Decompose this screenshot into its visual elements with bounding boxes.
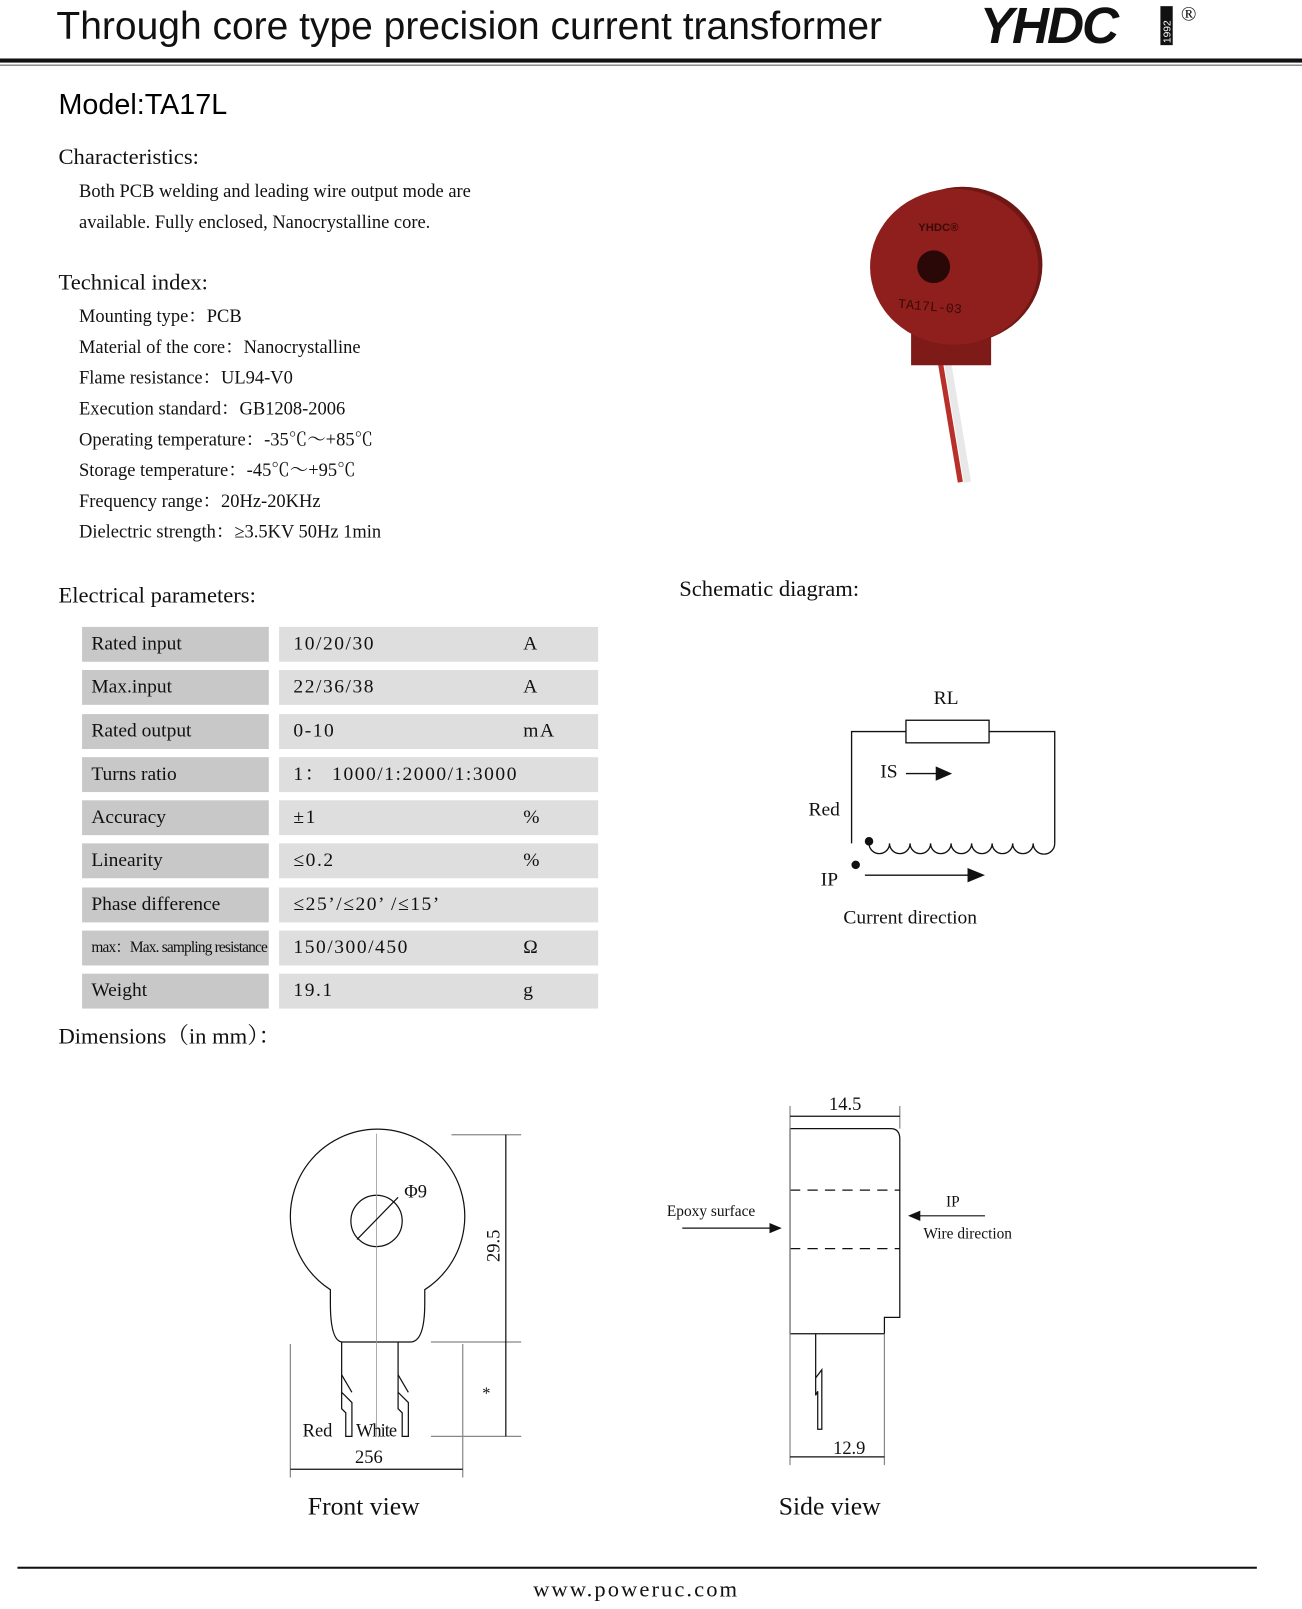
param-label: Weight	[82, 974, 269, 1009]
table-row	[82, 714, 598, 749]
svg-text:29.5: 29.5	[483, 1229, 504, 1262]
svg-text:Φ9: Φ9	[404, 1181, 427, 1202]
svg-text:White: White	[356, 1420, 396, 1441]
technical-item: Storage temperature：-45℃～+95℃	[79, 459, 356, 481]
table-row	[82, 627, 598, 662]
svg-text:*: *	[482, 1383, 491, 1403]
document-title: Through core type precision current transformer	[56, 5, 883, 49]
param-value-cell	[279, 887, 598, 922]
electrical-heading: Electrical parameters:	[58, 581, 256, 608]
side-view-drawing	[657, 1088, 1047, 1478]
param-value-cell	[279, 844, 598, 879]
param-value: ≤0.2	[293, 850, 335, 872]
footer-url[interactable]: www.poweruc.com	[533, 1575, 740, 1602]
table-row	[82, 800, 598, 835]
param-unit: Ω	[523, 936, 540, 959]
front-view-caption: Front view	[307, 1492, 420, 1521]
technical-item: Flame resistance：UL94-V0	[79, 367, 293, 388]
param-value: 0-10	[293, 719, 336, 742]
header-rule-thin	[0, 65, 1302, 66]
param-unit: %	[523, 850, 542, 872]
param-label: Linearity	[82, 844, 269, 879]
table-row	[82, 844, 598, 879]
dimensions-heading: Dimensions（in mm）：	[58, 1022, 282, 1049]
param-value: 150/300/450	[293, 936, 409, 959]
technical-item: Material of the core：Nanocrystalline	[79, 336, 361, 358]
param-label: Phase difference	[82, 887, 269, 922]
param-value: ≤25’/≤20’ /≤15’	[293, 893, 441, 915]
param-value-cell	[279, 757, 598, 792]
param-value: 22/36/38	[293, 676, 376, 698]
resistor-icon	[906, 720, 989, 743]
param-value-cell	[279, 800, 598, 835]
param-unit: mA	[523, 719, 556, 742]
svg-text:YHDC®: YHDC®	[918, 221, 959, 234]
table-row	[82, 670, 598, 705]
schematic-diagram	[790, 677, 1098, 944]
rl-label: RL	[933, 687, 959, 709]
svg-text:IP: IP	[945, 1193, 960, 1211]
param-value: 10/20/30	[293, 633, 376, 655]
header-rule	[0, 58, 1302, 62]
table-row	[82, 757, 598, 792]
characteristics-line: Both PCB welding and leading wire output mode are	[79, 180, 471, 202]
svg-text:256: 256	[354, 1447, 383, 1468]
table-row	[82, 887, 598, 922]
front-view-drawing	[277, 1123, 544, 1533]
svg-text:TA17L-03: TA17L-03	[897, 297, 963, 319]
param-label: max：Max. sampling resistance	[82, 931, 269, 966]
red-label: Red	[808, 799, 840, 821]
yhdc-logo	[980, 0, 1216, 51]
param-value: ±1	[293, 806, 317, 829]
electrical-table	[82, 627, 598, 1018]
technical-item: Execution standard：GB1208-2006	[79, 398, 346, 419]
footer-rule	[17, 1567, 1256, 1569]
svg-text:®: ®	[1180, 3, 1197, 26]
param-value-cell	[279, 974, 598, 1009]
svg-text:14.5: 14.5	[829, 1094, 862, 1115]
param-value: 19.1	[293, 980, 334, 1002]
param-value-cell	[279, 714, 598, 749]
characteristics-line: available. Fully enclosed, Nanocrystalline core.	[79, 211, 431, 232]
param-unit: A	[523, 676, 539, 698]
param-value: 1： 1000/1:2000/1:3000	[293, 763, 519, 785]
characteristics-text	[79, 175, 471, 237]
technical-item: Dielectric strength：≥3.5KV 50Hz 1min	[79, 521, 382, 542]
schematic-heading: Schematic diagram:	[679, 575, 860, 602]
svg-text:12.9: 12.9	[833, 1437, 866, 1458]
svg-text:YHDC: YHDC	[979, 0, 1117, 52]
param-label: Rated output	[82, 714, 269, 749]
param-label: Turns ratio	[82, 757, 269, 792]
coil-icon	[869, 843, 1055, 854]
param-unit: %	[523, 806, 542, 829]
svg-text:Wire direction: Wire direction	[923, 1225, 1013, 1243]
svg-text:Red: Red	[302, 1420, 333, 1441]
param-value-cell	[279, 670, 598, 705]
arrow-icon	[936, 766, 952, 780]
technical-item: Frequency range：20Hz-20KHz	[79, 490, 321, 511]
svg-text:1992: 1992	[1162, 20, 1174, 44]
technical-item: Mounting type：PCB	[79, 305, 242, 327]
param-unit: g	[523, 980, 535, 1002]
characteristics-heading: Characteristics:	[58, 143, 199, 170]
technical-list	[79, 301, 381, 547]
svg-text:Epoxy surface: Epoxy surface	[666, 1202, 756, 1220]
param-unit: A	[523, 633, 539, 655]
model-name: Model:TA17L	[58, 88, 228, 121]
param-value-cell	[279, 627, 598, 662]
param-label: Rated input	[82, 627, 269, 662]
param-label: Accuracy	[82, 800, 269, 835]
param-value-cell	[279, 931, 598, 966]
ip-label: IP	[820, 869, 839, 891]
arrow-icon	[968, 868, 985, 882]
table-row	[82, 931, 598, 966]
is-label: IS	[880, 761, 898, 783]
current-direction-label: Current direction	[843, 907, 978, 929]
param-label: Max.input	[82, 670, 269, 705]
product-photo	[852, 174, 1057, 492]
table-row	[82, 974, 598, 1009]
technical-heading: Technical index:	[58, 268, 208, 295]
side-view-caption: Side view	[778, 1492, 881, 1521]
technical-item: Operating temperature：-35℃～+85℃	[79, 428, 374, 450]
